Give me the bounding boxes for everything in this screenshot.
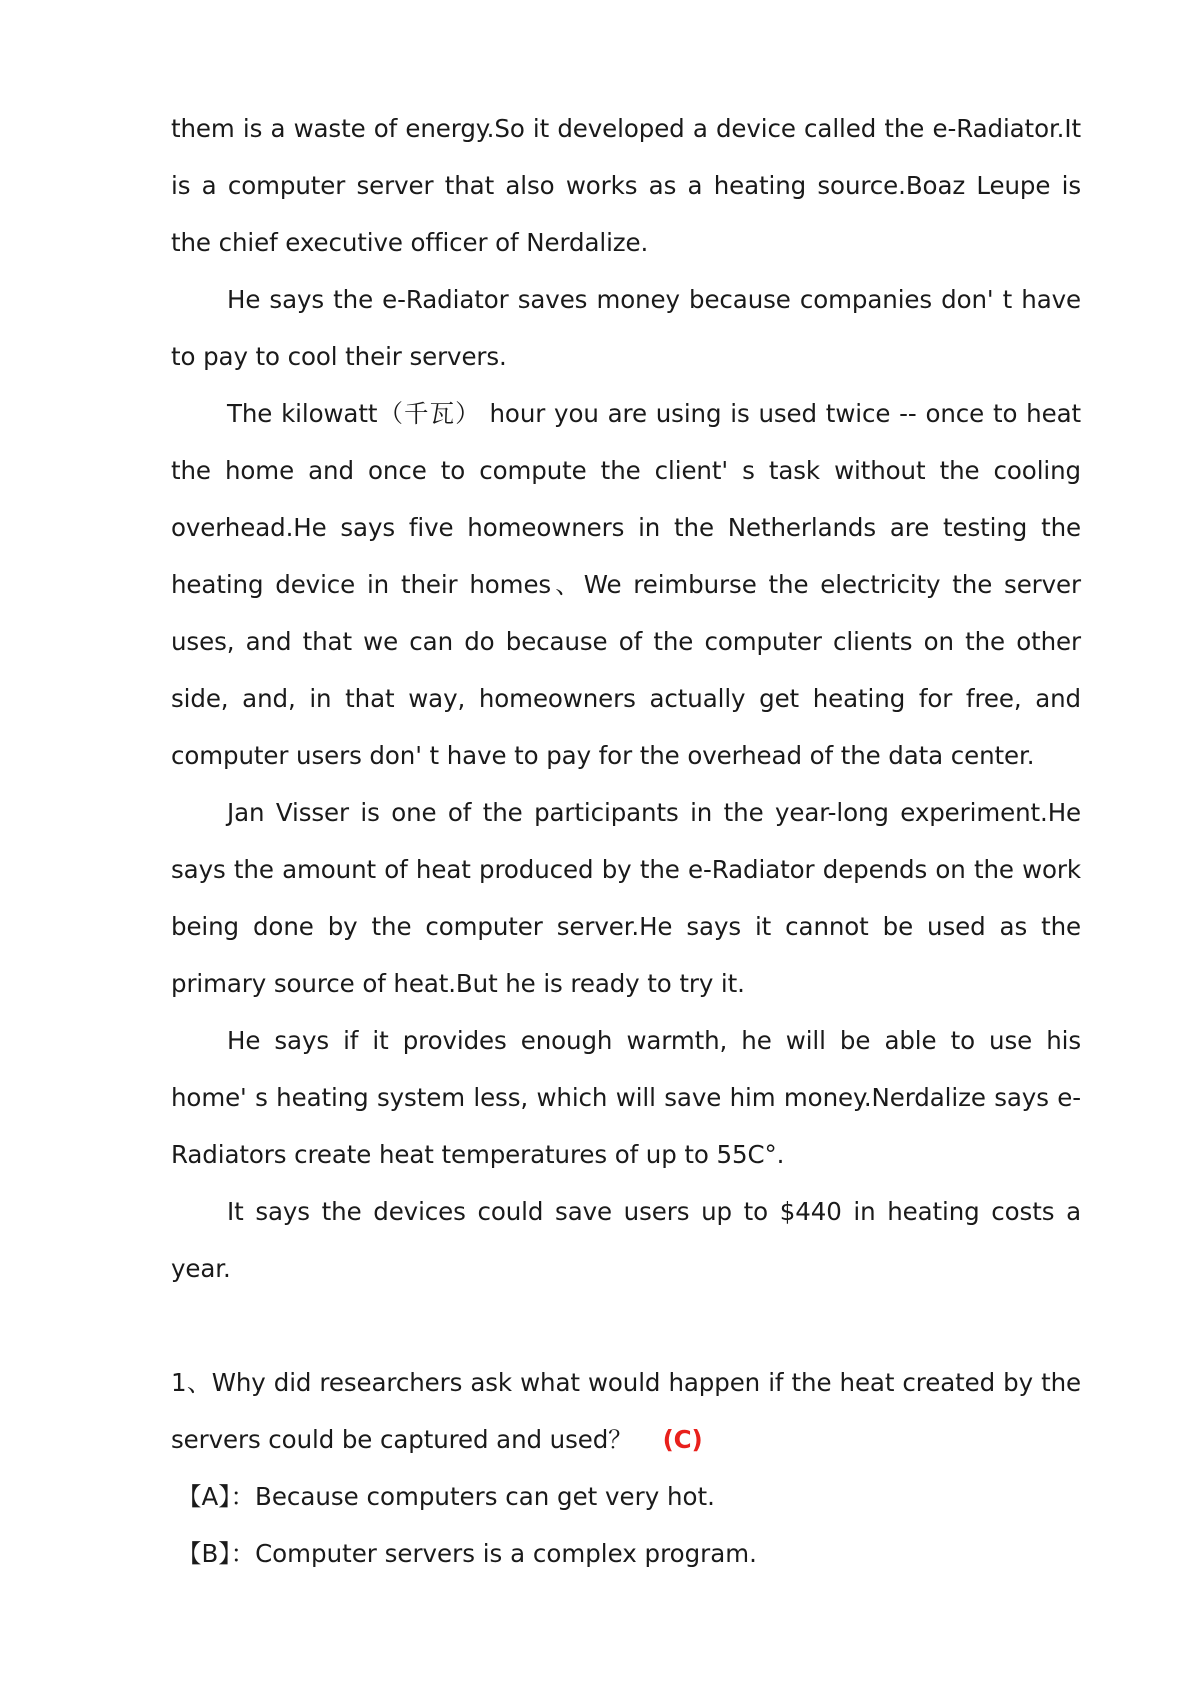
passage-paragraph-2: He says the e-Radiator saves money because companies don' t have to pay to cool their servers. [171,285,1081,371]
section-gap [171,1297,1081,1354]
passage-paragraph-3: The kilowatt（千瓦） hour you are using is used twice -- once to heat the home and once to compute the client' s task without the cooling overhead.He says five homeowners in the Netherlands are testing the heating device in their homes、We reimburse the electricity the server uses, and that we can do because of the computer clients on the other side, and, in that way, homeowners actually get heating for free, and computer users don' t have to pay for the overhead of the data center. [171,399,1081,770]
question-answer: (C) [662,1425,703,1454]
option-b-text: Computer servers is a complex program. [255,1539,757,1568]
passage-paragraph-6: It says the devices could save users up to $440 in heating costs a year. [171,1197,1081,1283]
passage-paragraph-5: He says if it provides enough warmth, he will be able to use his home' s heating system less, which will save him money.Nerdalize says e-Radiators create heat temperatures of up to 55C°. [171,1026,1081,1169]
option-a-separator: ： [230,1482,256,1511]
passage-paragraph-4: Jan Visser is one of the participants in the year-long experiment.He says the amount of heat produced by the e-Radiator depends on the work being done by the computer server.He says it cannot be used as the primary source of heat.But he is ready to try it. [171,798,1081,998]
option-b-label: 【B】 [177,1539,231,1568]
question-text: 1、Why did researchers ask what would happen if the heat created by the servers could be captured and used？ [171,1368,1081,1454]
option-b-separator: ： [230,1539,256,1568]
option-a-text: Because computers can get very hot. [255,1482,715,1511]
option-a [171,1468,1081,1525]
passage-paragraph-1: them is a waste of energy.So it developed a device called the e-Radiator.It is a computer server that also works as a heating source.Boaz Leupe is the chief executive officer of Nerdalize. [171,114,1081,257]
question-1 [171,1354,1081,1468]
option-b [171,1525,1081,1582]
document-page [171,100,1081,1582]
option-a-label: 【A】 [177,1482,231,1511]
